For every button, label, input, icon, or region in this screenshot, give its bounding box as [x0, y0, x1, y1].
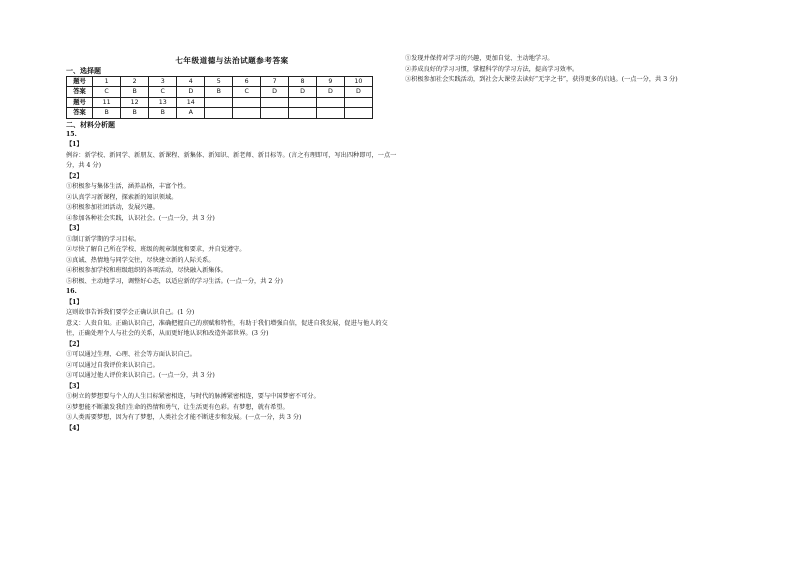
table-cell: 4	[177, 77, 205, 87]
table-cell: D	[261, 87, 289, 97]
answer-line: 【2】	[66, 340, 83, 348]
table-cell	[261, 108, 289, 118]
table-cell	[205, 97, 233, 107]
table-cell: B	[205, 87, 233, 97]
table-cell: 1	[93, 77, 121, 87]
answer-line: ④积极参加学校和班级组织的各项活动，尽快融入新集体。	[66, 267, 227, 275]
table-cell	[261, 97, 289, 107]
answer-line: ②养成良好的学习习惯，掌握科学的学习方法，提高学习效率。	[405, 65, 579, 73]
answer-line: 例谷：新学校、新同学、新朋友、新课程、新集体、新知识、新老师、新目标等。(言之有理即可，写出四种即可，一点一分，共 4 分)	[66, 151, 397, 170]
table-cell: B	[121, 87, 149, 97]
table-cell	[316, 97, 344, 107]
answer-line: 【4】	[66, 424, 83, 432]
table-cell: 10	[344, 77, 372, 87]
table-row	[67, 108, 373, 118]
answer-line: 【1】	[66, 298, 83, 306]
table-cell	[344, 108, 372, 118]
table-cell: B	[149, 108, 177, 118]
table-cell	[233, 97, 261, 107]
table-cell: 13	[149, 97, 177, 107]
answer-line: 【1】	[66, 141, 83, 149]
answer-line: ①发现并保持对学习的兴趣，更加自觉、主动地学习。	[405, 55, 554, 62]
table-cell: C	[149, 87, 177, 97]
table-cell: B	[121, 108, 149, 118]
section-heading-choice: 一、选择题	[66, 66, 101, 75]
answer-line: ③积极参加社会实践活动，到社会大课堂去读好“无字之书”，获得更多的启迪。(一点一分，共 3 分)	[405, 76, 678, 83]
answer-line: ②认真学习新课程，探索新的知识领域。	[66, 193, 178, 201]
answer-line: ①树立的梦想要与个人的人生目标紧密相连，与时代的脉搏紧密相连，要与中国梦密不可分。	[66, 393, 320, 401]
table-cell: B	[93, 108, 121, 118]
right-column	[405, 54, 730, 86]
table-cell	[289, 108, 317, 118]
table-cell: 5	[205, 77, 233, 87]
right-answer-lines	[405, 54, 730, 86]
table-cell: D	[177, 87, 205, 97]
answer-line: ①可以通过生理、心理、社会等方面认识自己。	[66, 351, 196, 359]
answer-table	[66, 76, 373, 119]
answer-line: 【2】	[66, 172, 83, 180]
table-cell	[316, 108, 344, 118]
left-column	[66, 56, 398, 434]
table-cell: 12	[121, 97, 149, 107]
answer-line: ②梦想能不断激发我们生命的热情和勇气，让生活更有色彩。有梦想，就有希望。	[66, 403, 289, 411]
table-row-label: 题号	[67, 77, 93, 87]
table-row-label: 题号	[67, 97, 93, 107]
table-cell: C	[93, 87, 121, 97]
answer-line: ②可以通过自我评价来认识自己。	[66, 361, 159, 369]
table-row	[67, 87, 373, 97]
table-cell: 6	[233, 77, 261, 87]
table-row-label: 答案	[67, 87, 93, 97]
table-cell: 7	[261, 77, 289, 87]
answer-line: ④参加各种社会实践，认识社会。(一点一分，共 3 分)	[66, 214, 215, 222]
answer-line: ③积极参加社团活动，发展兴趣。	[66, 204, 159, 212]
answer-line: ③真诚、热情地与同学交往，尽快建立新的人际关系。	[66, 256, 215, 264]
answer-line: ③人类需要梦想，因为有了梦想，人类社会才能不断进步和发展。(一点一分，共 3 分)	[66, 414, 302, 422]
page-title: 七年级道德与法治试题参考答案	[175, 56, 289, 65]
table-cell: D	[289, 87, 317, 97]
answer-line: ①制订新学期的学习目标。	[66, 235, 141, 243]
answer-line: 意义：人贵自知。正确认识自己，准确把握自己的禀赋和特性，有助于我们增强自信，促进自我发展，促进与他人的交往，正确处理个人与社会的关系，从而更好地认识和改造外部世界。(3 分)	[66, 319, 388, 338]
table-cell: 8	[289, 77, 317, 87]
answer-line: ①积极参与集体生活，涵养品格，丰富个性。	[66, 183, 190, 191]
answer-line: 【3】	[66, 382, 83, 390]
table-cell: 2	[121, 77, 149, 87]
table-cell: 14	[177, 97, 205, 107]
table-cell: 3	[149, 77, 177, 87]
table-row-label: 答案	[67, 108, 93, 118]
table-row	[67, 97, 373, 107]
table-cell: C	[233, 87, 261, 97]
answer-line: ③可以通过他人评价来认识自己。(一点一分，共 3 分)	[66, 372, 215, 380]
table-cell	[233, 108, 261, 118]
table-cell	[205, 108, 233, 118]
answer-line: 15.	[66, 130, 77, 138]
answer-line: ⑤积极、主动地学习，调整好心态，以适应新的学习生活。(一点一分，共 2 分)	[66, 277, 283, 285]
answer-line: 【3】	[66, 225, 83, 233]
left-answer-lines	[66, 130, 398, 435]
table-cell	[289, 97, 317, 107]
table-cell: 11	[93, 97, 121, 107]
answer-line: 16.	[66, 288, 77, 296]
table-row	[67, 77, 373, 87]
answer-line: 这则故事告诉我们要学会正确认识自己。(1 分)	[66, 309, 195, 317]
table-cell	[344, 97, 372, 107]
table-cell: 9	[316, 77, 344, 87]
table-cell: A	[177, 108, 205, 118]
table-cell: D	[344, 87, 372, 97]
table-cell: D	[316, 87, 344, 97]
section-heading-analysis: 二、材料分析题	[66, 119, 115, 129]
answer-line: ②尽快了解自己所在学校、班级的规章制度和要求，并自觉遵守。	[66, 246, 246, 254]
